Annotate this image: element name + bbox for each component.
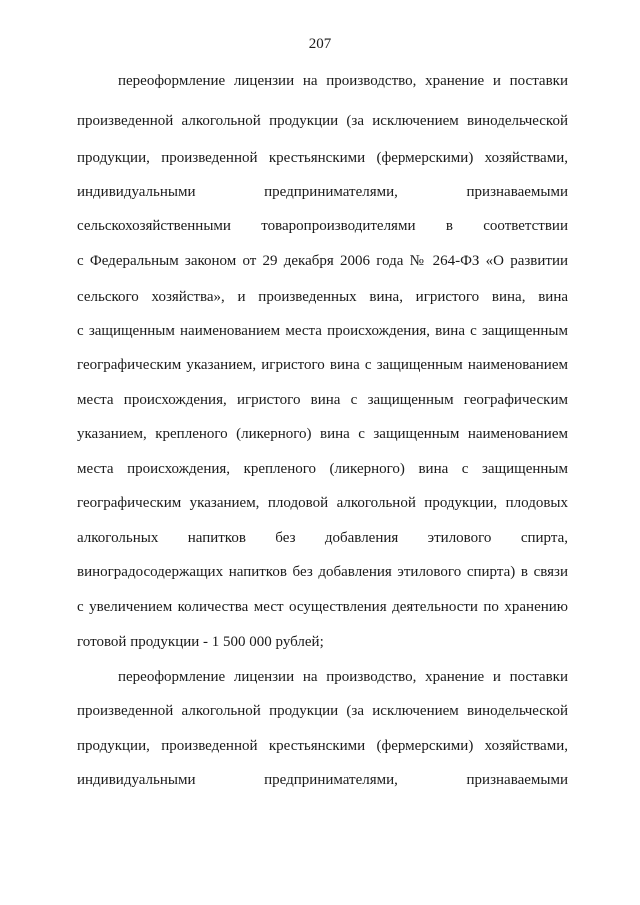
text-line: географическим указанием, плодовой алкогольной продукции, плодовых <box>77 495 568 511</box>
text-line: с Федеральным законом от 29 декабря 2006 года № 264-ФЗ «О развитии <box>77 253 568 269</box>
text-line: готовой продукции - 1 500 000 рублей; <box>77 634 324 650</box>
text-line: продукции, произведенной крестьянскими (фермерскими) хозяйствами, <box>77 738 568 754</box>
text-line: произведенной алкогольной продукции (за исключением винодельческой <box>77 113 568 129</box>
text-line: алкогольных напитков без добавления этилового спирта, <box>77 530 568 546</box>
text-line: сельского хозяйства», и произведенных вина, игристого вина, вина <box>77 289 568 305</box>
text-line: индивидуальными предпринимателями, признаваемыми <box>77 184 568 200</box>
page-number: 207 <box>308 36 332 52</box>
text-line: места происхождения, игристого вина с защищенным географическим <box>77 392 568 408</box>
text-line: индивидуальными предпринимателями, признаваемыми <box>77 772 568 788</box>
text-line: места происхождения, крепленого (ликерного) вина с защищенным <box>77 461 568 477</box>
text-line: виноградосодержащих напитков без добавления этилового спирта) в связи <box>77 564 568 580</box>
text-line: указанием, крепленого (ликерного) вина с защищенным наименованием <box>77 426 568 442</box>
text-line: сельскохозяйственными товаропроизводителями в соответствии <box>77 218 568 234</box>
text-line: переоформление лицензии на производство, хранение и поставки <box>118 73 568 89</box>
text-line: продукции, произведенной крестьянскими (фермерскими) хозяйствами, <box>77 150 568 166</box>
text-line: географическим указанием, игристого вина с защищенным наименованием <box>77 357 568 373</box>
text-line: произведенной алкогольной продукции (за исключением винодельческой <box>77 703 568 719</box>
text-line: с увеличением количества мест осуществления деятельности по хранению <box>77 599 568 615</box>
text-line: с защищенным наименованием места происхождения, вина с защищенным <box>77 323 568 339</box>
text-line: переоформление лицензии на производство, хранение и поставки <box>118 669 568 685</box>
